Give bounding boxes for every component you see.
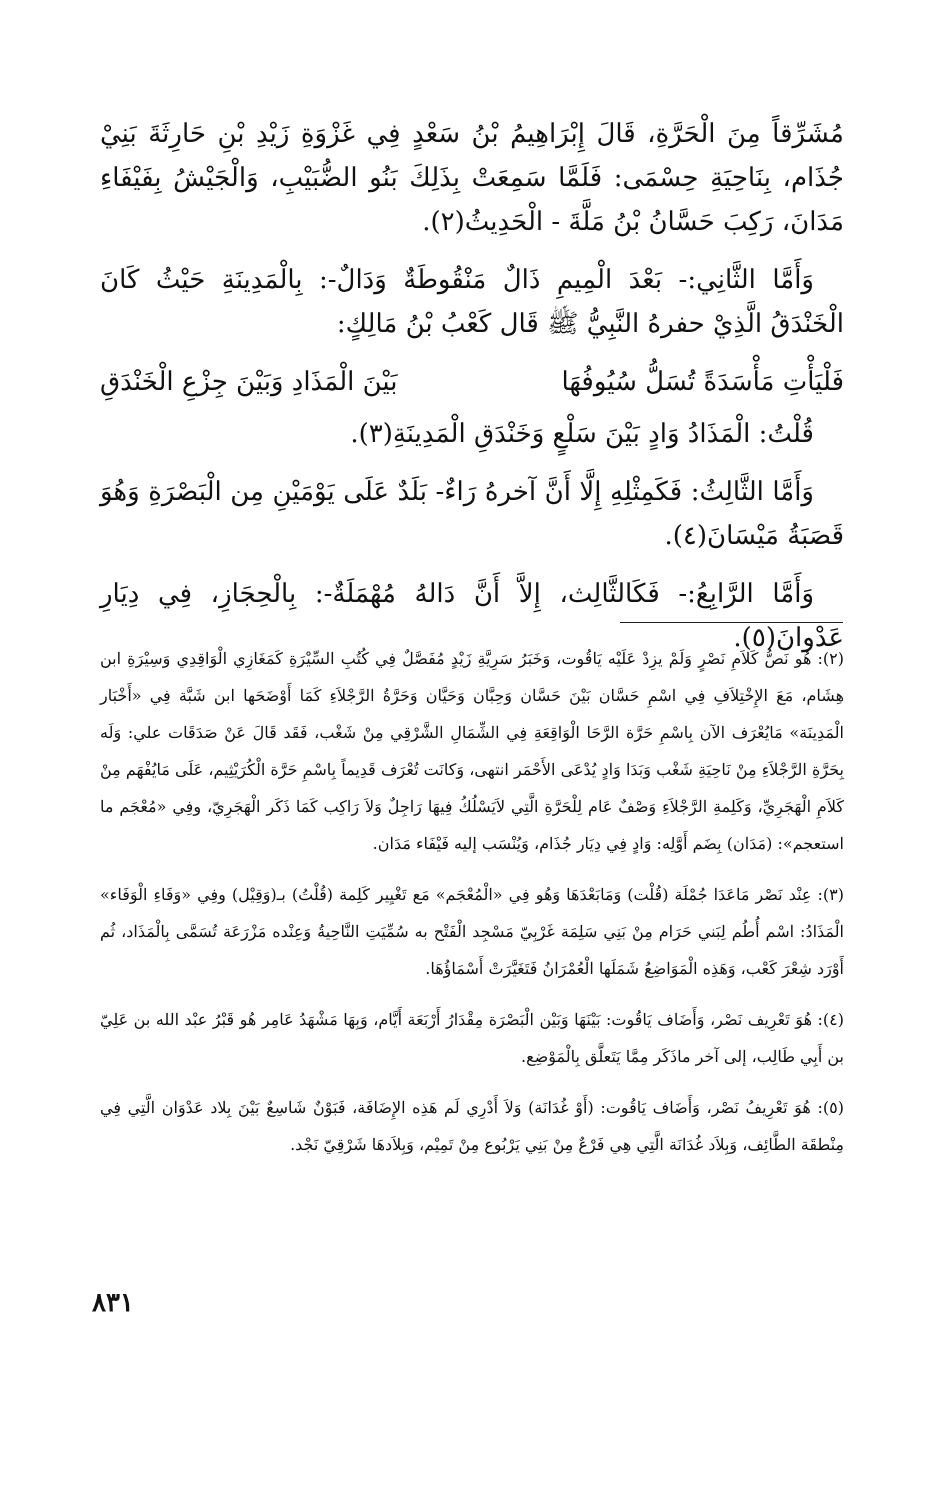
verse-second-hemistich: بَيْنَ الْمَذَادِ وَبَيْنَ جِزْعِ الْخَنْدَقِ [100, 367, 398, 397]
footnote-2: (٢): هُو نَصُّ كَلاَمِ نَصْرٍ وَلَمْ يزِدْ عَلَيْه يَاقُوت، وَخَبَرُ سَرِيَّةِ زَيْدٍ مُفَصَّلٌ فِي كُتُبِ السِّيْرَةِ كَمَغَازِي الْوَاقِدِي وَسِيْرَةِ ابن هِشَام، مَعَ الإِخْتِلاَفِ فِي اسْمِ حَسَّان بَيْنَ حَسَّان وَحِبَّان وَحَيَّان وَحَرَّةُ الرَّجْلاَءِ كَمَا أَوْضَحَها ابن شَبَّة فِي «أَخْبَار الْمَدِينَة» مَايُعْرَف الآن بِاسْمِ حَرَّة الرَّحَا الْوَاقِعَةِ فِي الشِّمَالِ الشَّرْقِي مِنْ شَغْب، فَقَد قَالَ عَنْ صَدَقَات علي: وَلَه بِحَرَّةِ الرَّجْلاَءِ مِنْ نَاحِيَةِ شَغْب وَبَدَا وَادٍ يُدْعَى الأَحْمَر انتهى، وَكانَت تُعْرَف قَدِيماً بِاسْمِ حَرَّة الْكُرَيْثِيم، عَلَى مَايُفْهَم مِنْ كَلاَمِ الْهَجَرِيِّ، وَكَلِمةِ الرَّجْلاَءِ وَصْفٌ عَام لِلْحَرَّةِ الَّتِي لاَيَسْلُكُ فِيهَا رَاجِلٌ وَلاَ رَاكِب كَمَا ذَكَر الْهَجَرِيّ، وفِي «مُعْجَم ما استعجم»: (مَدَان) بِضَم أَوَّلِه: وَادٍ فِي دِيَار جُذَام، وَيُنْسَب إليه فَيْفَاء مَدَان. [100, 649, 845, 853]
main-text [100, 112, 844, 674]
footnote-3: (٣): عِنْد نَصْر مَاعَدَا جُمْلَة (قُلْت) وَمَابَعْدَهَا وَهُو فِي «الْمُعْجَم» مَع تَغْيِير كَلِمة (قُلْتُ) بـ(وَقِيْل) وفِي «وَفَاءِ الْوَفَاء» الْمَذَادُ: اسْم أُطُم لِبَني حَرَام مِنْ بَنِي سَلِمَة غَرْبِيّ مَسْجِد الْفَتْح به سُمِّيَتِ النَّاحِيةُ وَعِنْده مَزْرَعَة تُسَمَّى بِالْمَذَاد، ثُم أَوْرَد شِعْرَ كَعْب، وَهَذِه الْمَوَاضِعُ شَمَلَها الْعُمْرَانُ فَتَغَيَّرَتْ أَسْمَاؤُهَا. [100, 885, 844, 978]
paragraph-3: قُلْتُ: الْمَذَادُ وَادٍ بَيْنَ سَلْعٍ وَخَنْدَقِ الْمَدِينَةِ(٣). [350, 419, 814, 449]
footnote-4: (٤): هُوَ تَعْرِيف نَصْر، وَأَضَاف يَاقُوت: بَيْنَهَا وَبَيْن الْبَصْرَة مِقْدَارُ أَرْبَعَة أَيَّام، وَبِهَا مَشْهَدُ عَامِر هُو قَبْرُ عبْد الله بن عَلِيّ بن أَبِي طَالِب، إلى آخر ماذَكَر مِمَّا يَتَعلَّق بِالْمَوْضِع. [100, 1010, 844, 1066]
paragraph-5: وَأَمَّا الرَّابِعُ:- فَكَالثَّالِث، إِلاَّ أَنَّ دَالهُ مُهْمَلَةٌ-: بِالْحِجَازِ، فِي دِيَارِ عَدْوانَ(٥). [100, 579, 844, 653]
footnote-separator [620, 622, 843, 623]
footnote-5: (٥): هُوَ تَعْرِيفُ نَصْر، وَأَضَاف يَاقُوت: (أَوْ غُدَانَة) وَلاَ أَدْرِي لَم هَذِه الإِضَافَة، فَبَوْنٌ شَاسِعٌ بَيْنَ بِلاد عَدْوَان الَّتِي فِي مِنْطقَة الطَّائِف، وَبِلاَد غُدَانَة الَّتِي هِي فَرْعٌ مِنْ بَنِي يَرْبُوع مِنْ تَمِيْم، وَبِلاَدهَا شَرْقِيّ نَجْد. [100, 1098, 844, 1154]
verse-first-hemistich: فَلْيَأْتِ مَأْسَدَةً تُسَلُّ سُيُوفُهَا [561, 367, 844, 397]
poetry-verse [100, 360, 844, 404]
paragraph-2: وَأَمَّا الثَّانِي:- بَعْدَ الْمِيمِ ذَالٌ مَنْقُوطَةٌ وَدَالٌ-: بِالْمَدِينَةِ حَيْثُ كَانَ الْخَنْدَقُ الَّذِيْ حفرهُ النَّبِيُّ ﷺ قَال كَعْبُ بْنُ مَالِكٍ: [100, 265, 844, 339]
footnotes [100, 640, 844, 1177]
page-number: ٨٣١ [92, 1288, 134, 1318]
paragraph-4: وَأَمَّا الثَّالِثُ: فَكَمِثْلِهِ إِلَّا أَنَّ آخرهُ رَاءٌ- بَلَدٌ عَلَى يَوْمَيْنِ مِن الْبَصْرَةِ وَهُوَ قَصَبَةُ مَيْسَانَ(٤). [100, 477, 844, 551]
paragraph-1: مُشَرِّقاً مِنَ الْحَرَّةِ، قَالَ إِبْرَاهِيمُ بْنُ سَعْدٍ فِي غَزْوَةِ زَيْدِ بْنِ حَارِثَةَ بَنِيْ جُذَام، بِنَاحِيَةِ حِسْمَى: فَلَمَّا سَمِعَتْ بِذَلِكَ بَنُو الضُّبَيْبِ، وَالْجَيْشُ بِفَيْفَاءِ مَدَانَ، رَكِبَ حَسَّانُ بْنُ مَلَّةَ - الْحَدِيثُ(٢). [100, 119, 844, 237]
